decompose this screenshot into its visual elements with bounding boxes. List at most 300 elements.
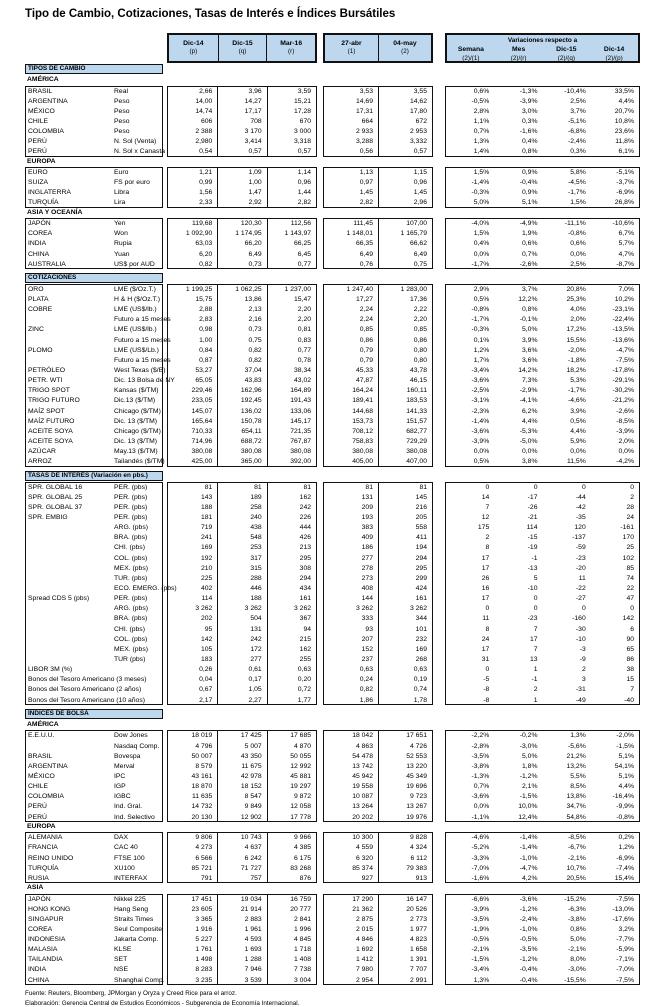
value-cell: 253: [250, 544, 262, 552]
value-cell: 1,47: [248, 189, 262, 197]
row-label: MÉXICO: [28, 772, 55, 780]
variation-cell: -8,5%: [567, 834, 586, 842]
value-cell: 8 283: [195, 966, 213, 974]
column-header: [266, 35, 315, 61]
table-band: [0, 86, 650, 157]
variation-cell: 17: [481, 595, 490, 603]
row-label: TRIGO FUTURO: [28, 397, 80, 405]
variation-cell: -2,3%: [471, 407, 490, 415]
variation-cell: -1,7%: [567, 189, 586, 197]
table-band: [0, 894, 650, 985]
row-detail: Real: [114, 87, 128, 95]
value-cell: 11 635: [192, 793, 213, 801]
value-cell: 79 383: [406, 864, 427, 872]
variation-column: [543, 483, 591, 704]
value-cell: 3,96: [248, 87, 262, 95]
value-cell: 6 112: [410, 854, 427, 862]
value-column: [217, 87, 266, 156]
value-cell: 2,20: [413, 316, 427, 324]
variation-cell: 1,2%: [473, 346, 490, 354]
variation-cell: -6,7%: [567, 844, 586, 852]
values-box: [323, 730, 433, 821]
value-cell: 13 264: [352, 803, 373, 811]
value-cell: 207: [361, 635, 373, 643]
row-label: INDIA: [28, 240, 47, 248]
value-cell: 0,76: [359, 260, 373, 268]
value-cell: 0,75: [248, 336, 262, 344]
value-cell: 188: [250, 595, 262, 603]
variation-cell: 14: [481, 493, 490, 501]
table-row: [26, 127, 162, 137]
variation-cell: -2,0%: [616, 732, 634, 740]
value-cell: 5 007: [244, 742, 262, 750]
table-row: [26, 915, 162, 925]
row-label: PERÚ: [28, 148, 47, 156]
value-cell: 17,28: [294, 107, 312, 115]
variation-column: [543, 285, 591, 466]
value-cell: 295: [415, 564, 427, 572]
variation-cell: -40: [624, 696, 634, 704]
row-label: SPR. GLOBAL 37: [28, 503, 83, 511]
variation-cell: -3,6%: [471, 377, 490, 385]
value-column: [378, 483, 432, 704]
footer-elaboration: Elaboración: Gerencia Central de Estudios Económicos - Subgerencia de Economía Internacional.: [25, 999, 300, 1007]
value-cell: 131: [361, 493, 373, 501]
variation-cell: -3,9%: [471, 905, 490, 913]
value-cell: 721,35: [290, 427, 312, 435]
table-row: [26, 315, 171, 325]
value-cell: 0,63: [297, 666, 312, 674]
variation-cell: 0,8%: [522, 148, 538, 156]
variation-cell: -4,0%: [471, 220, 490, 228]
variation-cell: 2: [533, 686, 538, 694]
variation-column: [494, 168, 542, 207]
value-cell: 81: [204, 483, 213, 491]
value-cell: 2,27: [248, 696, 262, 704]
value-cell: 277: [250, 655, 262, 663]
row-detail: Ind. Gral.: [114, 803, 142, 811]
value-column: [217, 833, 266, 882]
value-cell: 0,78: [297, 356, 312, 364]
value-cell: 114: [201, 595, 213, 603]
value-cell: 1 658: [409, 946, 427, 954]
variation-cell: 0: [581, 605, 586, 613]
value-cell: 405,00: [352, 458, 373, 466]
variation-cell: 0,4%: [473, 240, 490, 248]
column-header-label: Mar-16: [280, 40, 303, 47]
table-row: [26, 346, 162, 356]
value-cell: 1,00: [248, 179, 262, 187]
value-cell: 83 268: [290, 864, 312, 872]
value-cell: 876: [299, 874, 312, 882]
value-cell: 758,83: [352, 438, 373, 445]
table-band: [0, 730, 650, 821]
variation-cell: -2,6%: [519, 260, 538, 268]
table-row: [26, 260, 162, 270]
value-cell: 226: [299, 514, 312, 522]
value-cell: 0,77: [297, 260, 312, 268]
variation-cell: -4,9%: [519, 220, 538, 228]
row-label: BRASIL: [28, 752, 53, 760]
value-column: [324, 483, 378, 704]
value-cell: 14,74: [195, 107, 213, 115]
variation-cell: 2,1%: [522, 783, 538, 791]
values-box: [167, 730, 317, 821]
value-cell: 710,33: [191, 427, 213, 435]
variation-cell: 11: [578, 574, 586, 582]
value-cell: 105: [200, 645, 213, 653]
variation-cell: -7,5%: [616, 976, 634, 984]
row-label: PLOMO: [28, 346, 53, 354]
variation-cell: 0,7%: [473, 783, 490, 791]
variation-cell: -8: [483, 696, 490, 704]
variation-cell: 21,2%: [566, 752, 586, 760]
variations-box: [445, 730, 640, 821]
row-detail: Futuro a 15 meses: [114, 356, 171, 364]
value-cell: 9 849: [244, 803, 262, 811]
label-box: [25, 894, 163, 985]
variation-column-sub: (2)/(q): [557, 55, 575, 62]
value-cell: 17,31: [355, 107, 373, 115]
variation-cell: 5,3%: [570, 377, 586, 385]
value-cell: 3,332: [409, 138, 427, 146]
value-cell: 3 262: [355, 605, 373, 613]
region-subheader: AMÉRICA: [27, 720, 59, 728]
variation-cell: 3,8%: [522, 458, 538, 466]
value-cell: 63,03: [195, 240, 213, 248]
variation-cell: -6,9%: [616, 189, 634, 197]
value-cell: 7 980: [355, 966, 373, 974]
values-box: [323, 86, 433, 157]
variation-cell: -1,7%: [471, 316, 490, 324]
value-cell: 0,82: [359, 686, 373, 694]
variation-cell: -42: [575, 503, 586, 511]
row-label: PLATA: [28, 296, 49, 304]
variation-column-label: Dic-14: [603, 46, 625, 53]
variation-cell: 65: [626, 645, 634, 653]
value-cell: 2 991: [409, 976, 427, 984]
variation-column-header: [543, 45, 591, 63]
value-cell: 3,53: [359, 87, 373, 95]
variation-cell: 0: [533, 605, 538, 613]
variation-cell: 5: [533, 574, 538, 582]
row-label: PERÚ: [28, 138, 47, 146]
variation-cell: 1,3%: [473, 976, 490, 984]
variation-cell: 0: [581, 483, 586, 491]
variation-cell: -0,4%: [519, 179, 538, 187]
row-detail: Straits Times: [114, 915, 154, 923]
row-detail: Chicago ($/TM): [114, 427, 161, 435]
variation-cell: -1,0%: [519, 925, 538, 933]
table-row: [26, 513, 162, 523]
value-cell: 288: [250, 574, 262, 582]
variation-cell: 0,8%: [522, 306, 538, 314]
value-cell: 2,20: [297, 306, 312, 314]
row-label: CHINA: [28, 250, 50, 258]
variation-cell: -27: [575, 595, 586, 603]
table-row: [26, 584, 177, 594]
table-row: [26, 614, 162, 624]
variation-cell: 0,0%: [570, 250, 586, 258]
variation-cell: 47: [626, 595, 634, 603]
value-cell: 0,86: [413, 336, 427, 344]
row-detail: SET: [114, 956, 128, 964]
value-cell: 1 391: [409, 956, 427, 964]
variation-cell: 7: [485, 503, 490, 511]
variation-cell: -1,4%: [519, 834, 538, 842]
row-label: JAPÓN: [28, 220, 51, 228]
table-row: [26, 594, 162, 604]
row-detail: Libra: [114, 189, 130, 197]
value-cell: 446: [250, 585, 262, 592]
variation-cell: -17,6%: [612, 915, 634, 923]
value-cell: 2 953: [409, 128, 427, 136]
variation-cell: 102: [622, 554, 634, 562]
value-cell: 1 247,40: [346, 285, 373, 293]
table-row: [26, 574, 162, 584]
value-cell: 380,08: [352, 448, 373, 456]
table-row: [26, 386, 162, 396]
variation-cell: -4,6%: [471, 834, 490, 842]
row-detail: Bovespa: [114, 752, 141, 760]
value-cell: 14,27: [244, 97, 262, 105]
value-cell: 927: [361, 874, 373, 882]
variation-cell: -1,2%: [519, 956, 538, 964]
row-label: RUSIA: [28, 874, 49, 882]
value-cell: 181: [200, 514, 213, 522]
value-cell: 42 978: [240, 772, 262, 780]
variation-cell: 86: [626, 655, 634, 663]
variation-cell: -49: [575, 696, 586, 704]
variation-cell: 2: [581, 666, 586, 674]
variation-cell: 1,8%: [522, 762, 538, 770]
value-column: [378, 87, 432, 156]
value-cell: 548: [250, 534, 262, 542]
value-column: [168, 219, 217, 268]
value-column: [267, 168, 316, 207]
variation-cell: 1,1%: [473, 117, 490, 125]
column-header: [378, 35, 431, 61]
value-cell: 1 408: [294, 956, 312, 964]
table-row: [26, 427, 162, 437]
value-cell: 2,20: [297, 316, 312, 324]
table-row: [26, 336, 171, 346]
value-cell: 4 863: [355, 742, 373, 750]
table-row: [26, 665, 162, 675]
value-cell: 81: [365, 483, 373, 491]
value-cell: 21 362: [352, 905, 373, 913]
variation-cell: 4,4%: [570, 427, 586, 435]
variation-cell: -31: [575, 686, 586, 694]
row-label: INDONESIA: [28, 936, 66, 944]
value-cell: 45,33: [355, 367, 373, 375]
value-cell: 365,00: [240, 458, 262, 466]
value-cell: 172: [250, 645, 262, 653]
variation-cell: 7: [533, 625, 538, 633]
variation-cell: -19: [527, 544, 538, 552]
value-cell: 0,79: [359, 346, 373, 354]
value-column: [324, 87, 378, 156]
variation-cell: -5: [483, 676, 490, 684]
variation-cell: 4,7%: [618, 250, 634, 258]
table-row: [26, 752, 162, 762]
variation-column-header: [447, 45, 495, 63]
table-row: [26, 604, 162, 614]
value-cell: 1 288: [244, 956, 262, 964]
variation-column: [591, 168, 639, 207]
variation-cell: -1: [531, 676, 538, 684]
variation-cell: -15: [527, 534, 538, 542]
values-box: [323, 832, 433, 883]
variation-cell: 0,0%: [522, 448, 538, 456]
variation-cell: -21,2%: [612, 397, 634, 405]
variation-column: [543, 168, 591, 207]
value-cell: 258: [250, 503, 262, 511]
variation-cell: 1,4%: [473, 148, 490, 156]
value-cell: 213: [299, 544, 312, 552]
value-cell: 19 976: [406, 813, 427, 821]
table-row: [26, 864, 162, 874]
value-cell: 1,56: [199, 189, 213, 197]
variation-cell: -3,4%: [471, 367, 490, 375]
value-cell: 2 773: [409, 915, 427, 923]
row-detail: PER. (pbs): [114, 514, 148, 522]
variation-cell: 0,2%: [618, 834, 634, 842]
table-row: [26, 762, 162, 772]
value-cell: 2,83: [199, 316, 213, 324]
table-row: [26, 965, 162, 975]
value-cell: 0,77: [297, 346, 312, 354]
variation-cell: -7,4%: [616, 864, 634, 872]
value-cell: 0,97: [359, 179, 373, 187]
variation-cell: -20: [575, 564, 586, 572]
variation-cell: 24: [626, 514, 634, 522]
variation-cell: 31: [481, 655, 490, 663]
value-cell: 112,56: [290, 220, 312, 228]
value-cell: 2,17: [199, 696, 213, 704]
region-subheader: AMÉRICA: [27, 76, 59, 83]
row-detail: Dic. 13 Bolsa de NY: [114, 377, 175, 385]
variation-cell: -9,9%: [616, 803, 634, 811]
value-cell: 1 916: [195, 925, 213, 933]
variation-column: [591, 219, 639, 268]
value-cell: 144: [361, 595, 373, 603]
value-cell: 4 823: [409, 936, 427, 944]
variation-column: [494, 833, 542, 882]
value-cell: 71 727: [240, 864, 262, 872]
value-cell: 17,17: [244, 107, 262, 115]
variation-cell: 3,2%: [618, 925, 634, 933]
value-cell: 1 693: [244, 946, 262, 954]
variation-cell: 2,0%: [618, 438, 634, 445]
variation-cell: 13,2%: [566, 762, 586, 770]
table-row: [26, 178, 162, 188]
label-box: [25, 218, 163, 269]
variation-cell: 0,8%: [570, 925, 586, 933]
value-cell: 4 324: [409, 844, 427, 852]
value-cell: 367: [299, 615, 312, 623]
value-cell: 205: [415, 514, 427, 522]
value-cell: 0,96: [297, 179, 312, 187]
variation-cell: -10,6%: [612, 220, 634, 228]
variation-cell: 5,0%: [473, 199, 490, 207]
variation-cell: -3,8%: [471, 762, 490, 770]
variation-cell: 10,2%: [614, 296, 634, 304]
variation-column: [591, 285, 639, 466]
value-cell: 6,49: [413, 250, 427, 258]
value-cell: 664: [361, 117, 373, 125]
value-cell: 45 881: [290, 772, 312, 780]
value-cell: 141,33: [406, 407, 427, 415]
row-label: PETRÓLEO: [28, 367, 66, 375]
value-cell: 43 350: [240, 752, 262, 760]
value-cell: 6 320: [355, 854, 373, 862]
row-label: MALASIA: [28, 946, 58, 954]
table-row: [26, 792, 162, 802]
row-label: JAPÓN: [28, 895, 51, 903]
column-header-sub: (1): [347, 48, 356, 55]
value-cell: 162: [299, 493, 312, 501]
table-row: [26, 107, 162, 117]
value-cell: 0,61: [248, 666, 262, 674]
value-cell: 17 685: [290, 732, 312, 740]
row-label: REINO UNIDO: [28, 854, 74, 862]
row-label: Bonos del Tesoro Americano (3 meses): [28, 676, 147, 684]
row-detail: Euro: [114, 169, 129, 177]
value-cell: 50 007: [191, 752, 213, 760]
variation-cell: 33,5%: [614, 87, 634, 95]
variation-cell: 5,1%: [522, 199, 538, 207]
variation-cell: -9: [579, 655, 586, 663]
variation-cell: 6,1%: [618, 148, 634, 156]
value-cell: 8 547: [244, 793, 262, 801]
variation-cell: -0,3%: [471, 189, 490, 197]
row-label: COLOMBIA: [28, 793, 64, 801]
variation-cell: -5,2%: [471, 844, 490, 852]
label-box: [25, 482, 177, 705]
variation-cell: 11,8%: [615, 138, 634, 146]
variation-cell: -2,4%: [519, 915, 538, 923]
row-label: MÉXICO: [28, 107, 55, 115]
section-bar: COTIZACIONES: [25, 273, 163, 283]
variation-cell: -44: [575, 493, 586, 501]
variation-cell: 0,9%: [522, 169, 538, 177]
value-cell: 688,72: [240, 438, 262, 445]
column-header-label: Dic-15: [232, 40, 253, 47]
variation-cell: -3,3%: [471, 854, 490, 862]
variation-cell: 3,9%: [522, 336, 538, 344]
variation-cell: 0,4%: [522, 138, 538, 146]
value-cell: 294: [299, 574, 312, 582]
value-cell: 278: [361, 564, 373, 572]
variations-box: [445, 167, 640, 208]
value-cell: 225: [200, 574, 213, 582]
row-detail: N. Sol (Venta): [114, 138, 157, 146]
value-cell: 424: [415, 585, 427, 592]
variation-cell: -23,1%: [612, 306, 634, 314]
variation-cell: -30: [575, 625, 586, 633]
variation-cell: -1,7%: [567, 387, 586, 395]
variations-columns: [447, 45, 638, 63]
variation-cell: 0,0%: [473, 803, 490, 811]
value-cell: 15,75: [195, 296, 213, 304]
variation-column: [446, 285, 494, 466]
value-cell: 10 087: [352, 793, 373, 801]
variation-cell: -10,4%: [564, 87, 586, 95]
value-cell: 188: [200, 503, 213, 511]
value-cell: 18 870: [191, 783, 213, 791]
row-label: ORO: [28, 285, 44, 293]
